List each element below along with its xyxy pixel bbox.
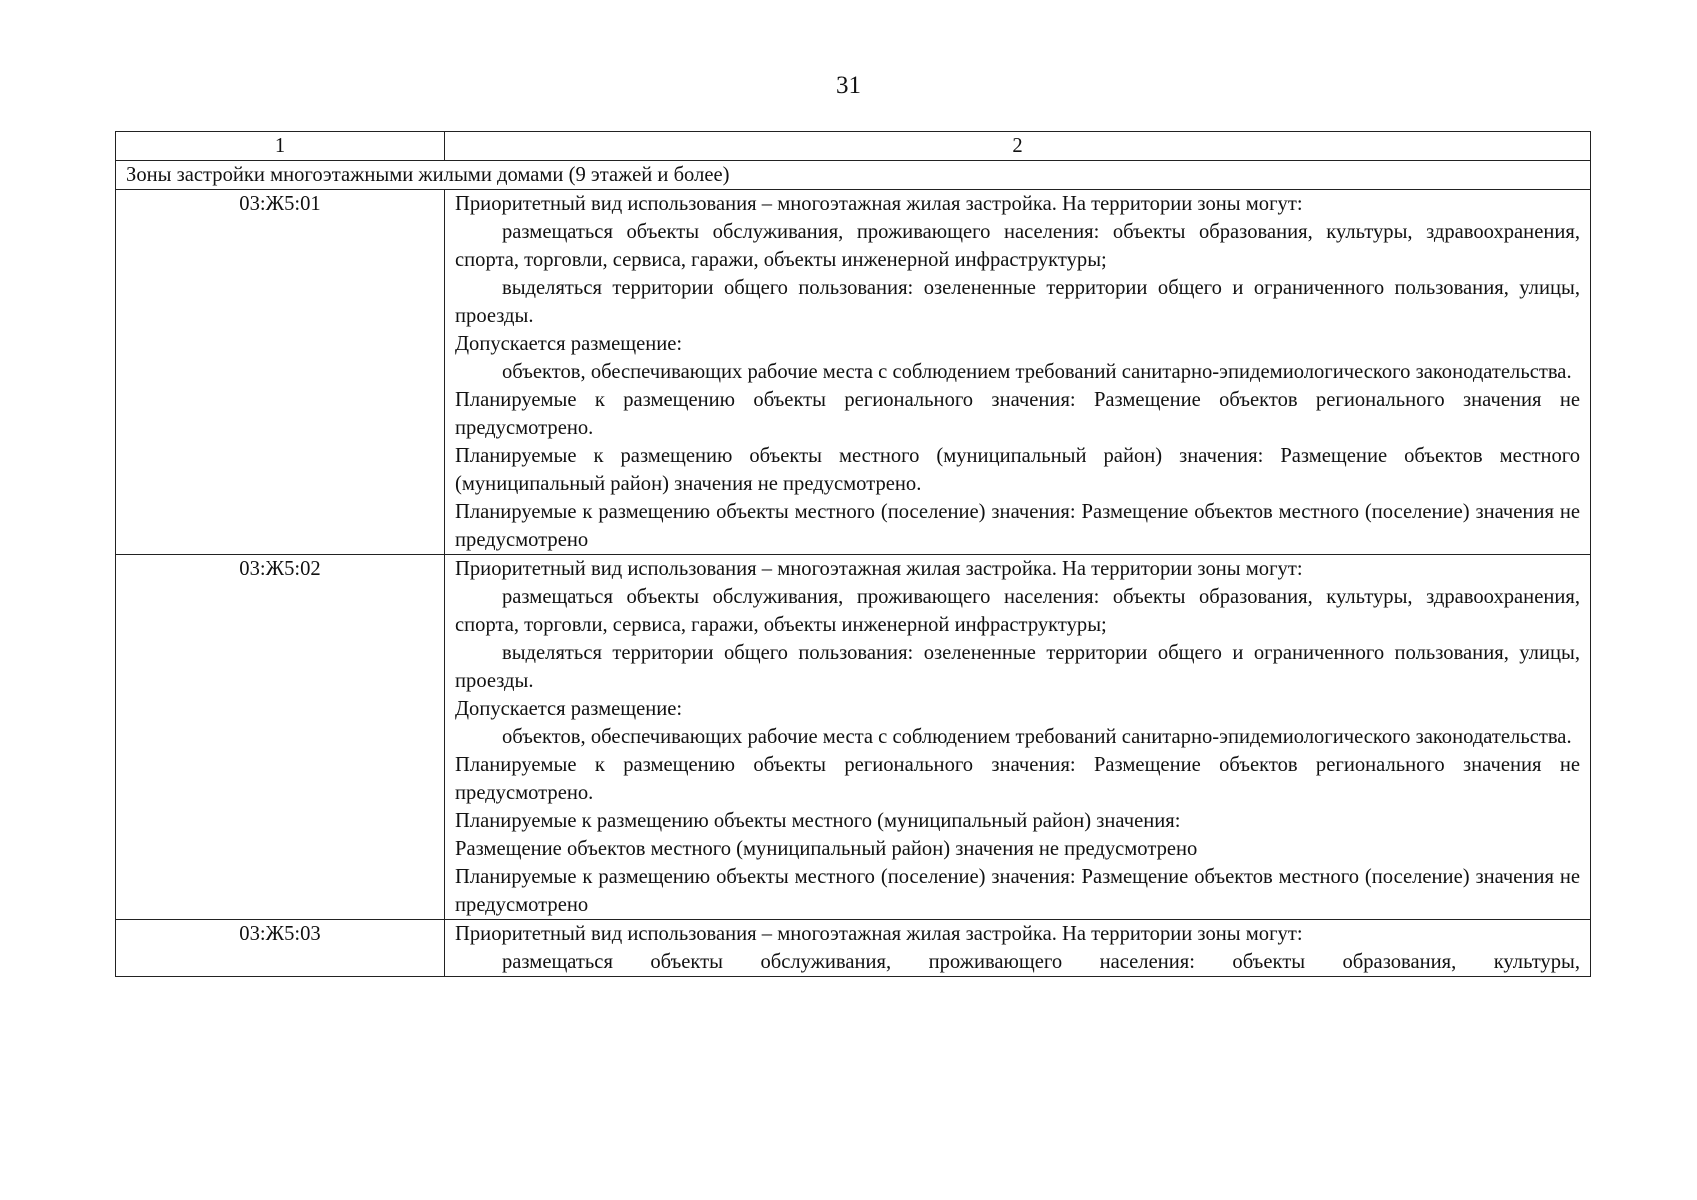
- section-row: [116, 161, 1591, 190]
- zones-table: [115, 131, 1591, 977]
- description-paragraph: Планируемые к размещению объекты местного (муниципальный район) значения:: [455, 810, 1181, 832]
- table-row: [116, 190, 1591, 555]
- description-paragraph: Планируемые к размещению объекты местного (муниципальный район) значения: Размещение объектов местного (муниципальный район) значения не предусмотрено.: [455, 445, 1580, 495]
- column-header-1: 1: [116, 132, 445, 161]
- description-paragraph: выделяться территории общего пользования: озелененные территории общего и ограниченного пользования, улицы, проезды.: [455, 277, 1580, 327]
- description-paragraph: Приоритетный вид использования – многоэтажная жилая застройка. На территории зоны могут:: [455, 558, 1303, 580]
- description-paragraph: размещаться объекты обслуживания, проживающего населения: объекты образования, культуры,: [502, 951, 1580, 973]
- description-paragraph: Планируемые к размещению объекты регионального значения: Размещение объектов регионального значения не предусмотрено.: [455, 754, 1580, 804]
- description-paragraph: Допускается размещение:: [455, 698, 683, 720]
- description-paragraph: Приоритетный вид использования – многоэтажная жилая застройка. На территории зоны могут:: [455, 193, 1303, 215]
- zone-code: 03:Ж5:03: [116, 920, 445, 977]
- zone-code: 03:Ж5:02: [116, 555, 445, 920]
- table-row: [116, 555, 1591, 920]
- description-paragraph: размещаться объекты обслуживания, проживающего населения: объекты образования, культуры, здравоохранения, спорта, торговли, сервиса, гаражи, объекты инженерной инфраструктуры;: [455, 586, 1580, 636]
- description-paragraph: Приоритетный вид использования – многоэтажная жилая застройка. На территории зоны могут:: [455, 923, 1303, 945]
- description-paragraph: объектов, обеспечивающих рабочие места с соблюдением требований санитарно-эпидемиологического законодательства.: [502, 726, 1572, 748]
- description-paragraph: Планируемые к размещению объекты местного (поселение) значения: Размещение объектов местного (поселение) значения не предусмотрено: [455, 866, 1580, 916]
- page-number: 31: [836, 72, 861, 99]
- section-title: Зоны застройки многоэтажными жилыми домами (9 этажей и более): [116, 161, 1591, 190]
- description-paragraph: Допускается размещение:: [455, 333, 683, 355]
- description-paragraph: размещаться объекты обслуживания, проживающего населения: объекты образования, культуры, здравоохранения, спорта, торговли, сервиса, гаражи, объекты инженерной инфраструктуры;: [455, 221, 1580, 271]
- description-paragraph: Планируемые к размещению объекты регионального значения: Размещение объектов регионального значения не предусмотрено.: [455, 389, 1580, 439]
- zone-description: [445, 555, 1591, 920]
- zone-description: [445, 920, 1591, 977]
- table-row: [116, 920, 1591, 977]
- description-paragraph: Планируемые к размещению объекты местного (поселение) значения: Размещение объектов местного (поселение) значения не предусмотрено: [455, 501, 1580, 551]
- description-paragraph: Размещение объектов местного (муниципальный район) значения не предусмотрено: [455, 838, 1198, 860]
- column-header-2: 2: [445, 132, 1591, 161]
- description-paragraph: объектов, обеспечивающих рабочие места с соблюдением требований санитарно-эпидемиологического законодательства.: [502, 361, 1572, 383]
- zone-description: [445, 190, 1591, 555]
- description-paragraph: выделяться территории общего пользования: озелененные территории общего и ограниченного пользования, улицы, проезды.: [455, 642, 1580, 692]
- table-header-row: [116, 132, 1591, 161]
- zone-code: 03:Ж5:01: [116, 190, 445, 555]
